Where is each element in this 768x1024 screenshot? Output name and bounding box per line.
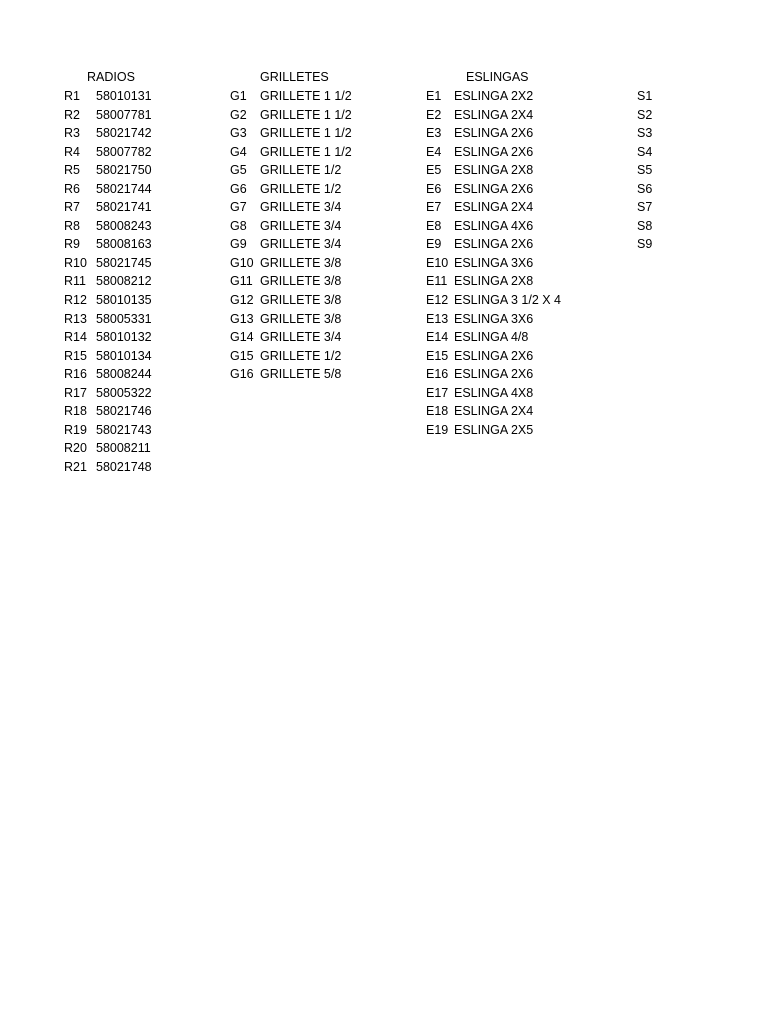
radio-row-code: R6	[64, 181, 80, 196]
grillete-row-value: GRILLETE 3/8	[260, 293, 342, 308]
radio-row-value: 58010134	[96, 348, 152, 363]
eslinga-row-code: E12	[426, 293, 449, 308]
radio-row	[64, 272, 184, 291]
radio-row-code: R15	[64, 348, 87, 363]
eslinga-row	[426, 87, 586, 106]
radio-row-value: 58021743	[96, 422, 152, 437]
grillete-row	[230, 217, 380, 236]
eslinga-row-value: ESLINGA 2X2	[454, 89, 534, 103]
eslinga-row-code: E2	[426, 107, 442, 122]
eslinga-row-value: ESLINGA 2X6	[454, 237, 534, 252]
eslinga-row-value: ESLINGA 3X6	[454, 255, 534, 270]
radio-row	[64, 217, 184, 236]
grillete-row-code: G1	[230, 89, 247, 103]
radio-row-code: R10	[64, 255, 87, 270]
radio-row-value: 58007781	[96, 107, 152, 122]
radio-row	[64, 458, 184, 477]
radio-row-value: 58008163	[96, 237, 152, 252]
radio-row-value: 58007782	[96, 144, 152, 159]
radio-row-value: 58021741	[96, 200, 152, 215]
radio-row-value: 58021746	[96, 404, 152, 419]
eslinga-row-code: E9	[426, 237, 442, 252]
radio-row	[64, 402, 184, 421]
radio-row	[64, 198, 184, 217]
grillete-row-value: GRILLETE 1 1/2	[260, 107, 352, 122]
eslinga-row-value: ESLINGA 2X6	[454, 126, 534, 141]
eslinga-row-value: ESLINGA 2X6	[454, 367, 534, 382]
grillete-row-value: GRILLETE 1/2	[260, 163, 342, 178]
radio-row	[64, 439, 184, 458]
eslinga-row-code: E5	[426, 163, 442, 178]
radio-row	[64, 143, 184, 162]
grillete-row	[230, 106, 380, 125]
eslinga-row-code: E17	[426, 385, 449, 400]
radio-row-value: 58021750	[96, 163, 152, 178]
eslinga-row-value: ESLINGA 3 1/2 X 4	[454, 293, 562, 308]
radio-row-code: R19	[64, 422, 87, 437]
eslinga-row	[426, 365, 586, 384]
s-code-row: S1	[637, 89, 653, 103]
grillete-row-code: G4	[230, 144, 247, 159]
grillete-row-code: G12	[230, 293, 254, 308]
grillete-row-value: GRILLETE 1/2	[260, 348, 342, 363]
radio-row-value: 58021748	[96, 459, 152, 474]
eslinga-row-code: E8	[426, 218, 442, 233]
radio-row	[64, 124, 184, 143]
eslinga-row	[426, 421, 586, 440]
radio-row	[64, 365, 184, 384]
eslinga-row-value: ESLINGA 2X6	[454, 181, 534, 196]
grillete-row	[230, 198, 380, 217]
eslinga-row-code: E6	[426, 181, 442, 196]
grillete-row	[230, 291, 380, 310]
eslinga-row-code: E15	[426, 348, 449, 363]
radio-row	[64, 161, 184, 180]
radio-row-code: R13	[64, 311, 87, 326]
eslinga-row-code: E10	[426, 255, 449, 270]
eslinga-row-value: ESLINGA 2X5	[454, 422, 534, 437]
grillete-row	[230, 272, 380, 291]
eslinga-row-code: E16	[426, 367, 449, 382]
eslinga-row-value: ESLINGA 4X6	[454, 218, 534, 233]
eslinga-row	[426, 384, 586, 403]
s-code-list	[637, 87, 677, 254]
eslinga-row	[426, 347, 586, 366]
radio-row-value: 58008212	[96, 274, 152, 289]
eslinga-row-code: E7	[426, 200, 442, 215]
grillete-row-value: GRILLETE 3/8	[260, 255, 342, 270]
eslinga-row	[426, 272, 586, 291]
eslinga-row	[426, 402, 586, 421]
grillete-row-value: GRILLETE 1 1/2	[260, 89, 352, 103]
radio-row-value: 58008244	[96, 367, 152, 382]
radio-row	[64, 235, 184, 254]
eslinga-row-value: ESLINGA 2X4	[454, 200, 534, 215]
eslinga-row	[426, 254, 586, 273]
grillete-row	[230, 310, 380, 329]
radio-row	[64, 328, 184, 347]
s-code-row: S8	[637, 218, 653, 233]
radio-row	[64, 106, 184, 125]
grillete-row-value: GRILLETE 1 1/2	[260, 126, 352, 141]
radio-row-code: R3	[64, 126, 80, 141]
radio-row-code: R18	[64, 404, 87, 419]
grilletes-list	[230, 87, 380, 384]
radio-row-code: R21	[64, 459, 87, 474]
radio-row-value: 58008243	[96, 218, 152, 233]
grillete-row-code: G5	[230, 163, 247, 178]
radio-row-code: R17	[64, 385, 87, 400]
radio-row-value: 58010132	[96, 330, 152, 345]
radios-list	[64, 87, 184, 476]
s-code-row: S3	[637, 126, 653, 141]
radio-row-code: R11	[64, 274, 87, 289]
eslinga-row	[426, 328, 586, 347]
grillete-row-value: GRILLETE 3/8	[260, 274, 342, 289]
eslinga-row-value: ESLINGA 2X8	[454, 274, 534, 289]
grillete-row-value: GRILLETE 1 1/2	[260, 144, 352, 159]
grillete-row	[230, 161, 380, 180]
radio-row-code: R9	[64, 237, 80, 252]
grillete-row-value: GRILLETE 1/2	[260, 181, 342, 196]
grillete-row	[230, 254, 380, 273]
eslinga-row	[426, 124, 586, 143]
radio-row	[64, 180, 184, 199]
radio-row-value: 58005331	[96, 311, 152, 326]
grillete-row	[230, 124, 380, 143]
radio-row-code: R2	[64, 107, 80, 122]
radio-row-code: R1	[64, 89, 80, 103]
radio-row-value: 58008211	[96, 441, 151, 456]
grilletes-header: GRILLETES	[260, 70, 329, 84]
eslinga-row-code: E1	[426, 89, 442, 103]
s-code-row: S5	[637, 163, 653, 178]
radio-row-value: 58010135	[96, 293, 152, 308]
s-code-row: S4	[637, 144, 653, 159]
s-code-row: S2	[637, 107, 653, 122]
eslinga-row-code: E19	[426, 422, 449, 437]
grillete-row-code: G9	[230, 237, 247, 252]
eslinga-row	[426, 217, 586, 236]
eslinga-row	[426, 106, 586, 125]
s-code-row: S6	[637, 181, 653, 196]
eslinga-row	[426, 161, 586, 180]
radio-row-code: R4	[64, 144, 80, 159]
eslinga-row	[426, 198, 586, 217]
eslinga-row	[426, 143, 586, 162]
radio-row	[64, 291, 184, 310]
radio-row	[64, 310, 184, 329]
eslinga-row-value: ESLINGA 4X8	[454, 385, 534, 400]
grillete-row-code: G2	[230, 107, 247, 122]
eslinga-row-code: E18	[426, 404, 449, 419]
radio-row-code: R16	[64, 367, 87, 382]
grillete-row-code: G7	[230, 200, 247, 215]
radio-row	[64, 384, 184, 403]
radio-row-code: R14	[64, 330, 87, 345]
eslingas-list	[426, 87, 586, 439]
grillete-row-code: G14	[230, 330, 254, 345]
radio-row-value: 58021742	[96, 126, 152, 141]
s-code-row: S9	[637, 237, 653, 252]
grillete-row-value: GRILLETE 3/4	[260, 200, 342, 215]
eslinga-row	[426, 310, 586, 329]
grillete-row	[230, 180, 380, 199]
eslinga-row-value: ESLINGA 2X4	[454, 107, 534, 122]
grillete-row-code: G6	[230, 181, 247, 196]
eslinga-row	[426, 180, 586, 199]
eslinga-row-value: ESLINGA 2X6	[454, 348, 534, 363]
grillete-row-value: GRILLETE 3/4	[260, 218, 342, 233]
grillete-row-code: G8	[230, 218, 247, 233]
grillete-row	[230, 328, 380, 347]
radio-row-code: R5	[64, 163, 80, 178]
radio-row-code: R12	[64, 293, 87, 308]
eslinga-row	[426, 235, 586, 254]
grillete-row-value: GRILLETE 3/8	[260, 311, 342, 326]
radio-row	[64, 254, 184, 273]
eslinga-row-value: ESLINGA 3X6	[454, 311, 534, 326]
eslinga-row-code: E14	[426, 330, 449, 345]
grillete-row	[230, 365, 380, 384]
grillete-row-value: GRILLETE 3/4	[260, 330, 342, 345]
eslinga-row-value: ESLINGA 2X4	[454, 404, 534, 419]
radio-row	[64, 347, 184, 366]
radios-header: RADIOS	[87, 70, 135, 84]
grillete-row	[230, 235, 380, 254]
radio-row-value: 58010131	[96, 89, 152, 103]
grillete-row-code: G3	[230, 126, 247, 141]
radio-row	[64, 87, 184, 106]
grillete-row-code: G13	[230, 311, 254, 326]
radio-row-code: R8	[64, 218, 80, 233]
radio-row-value: 58021744	[96, 181, 152, 196]
radio-row-value: 58005322	[96, 385, 152, 400]
grillete-row-code: G11	[230, 274, 253, 289]
eslinga-row-value: ESLINGA 2X6	[454, 144, 534, 159]
grillete-row-code: G15	[230, 348, 254, 363]
grillete-row-code: G10	[230, 255, 254, 270]
eslinga-row-code: E11	[426, 274, 448, 289]
s-code-row: S7	[637, 200, 653, 215]
eslingas-header: ESLINGAS	[466, 70, 529, 84]
eslinga-row-code: E4	[426, 144, 442, 159]
eslinga-row-code: E3	[426, 126, 442, 141]
grillete-row-value: GRILLETE 5/8	[260, 367, 342, 382]
radio-row-code: R20	[64, 441, 87, 456]
radio-row-code: R7	[64, 200, 80, 215]
grillete-row	[230, 347, 380, 366]
grillete-row-code: G16	[230, 367, 254, 382]
grillete-row	[230, 143, 380, 162]
radio-row	[64, 421, 184, 440]
eslinga-row-value: ESLINGA 4/8	[454, 330, 529, 345]
eslinga-row-value: ESLINGA 2X8	[454, 163, 534, 178]
radio-row-value: 58021745	[96, 255, 152, 270]
eslinga-row	[426, 291, 586, 310]
eslinga-row-code: E13	[426, 311, 449, 326]
grillete-row-value: GRILLETE 3/4	[260, 237, 342, 252]
grillete-row	[230, 87, 380, 106]
